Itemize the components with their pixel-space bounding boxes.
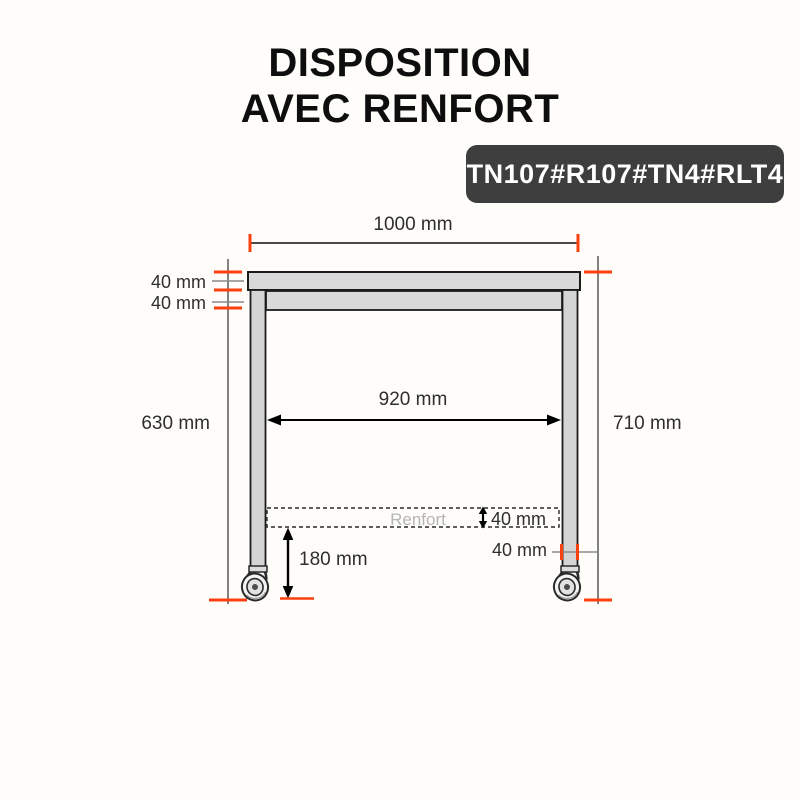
page-title-line2: AVEC RENFORT [240, 87, 560, 131]
dim-label-leg-width: 40 mm [491, 540, 547, 560]
dim-label-renfort-thickness: 40 mm [491, 509, 547, 529]
dim-arrow-920 [267, 415, 561, 426]
dim-arrow-renfort-40 [479, 507, 487, 529]
dim-label-total-height: 710 mm [613, 413, 682, 434]
table-apron [266, 291, 562, 310]
page-title-line1: DISPOSITION [268, 41, 532, 85]
dim-label-apron-height: 40 mm [150, 293, 206, 313]
caster-wheel-right-icon [550, 566, 583, 604]
table-leg-right [563, 290, 578, 568]
product-code-text: TN107#R107#TN4#RLT4 [466, 158, 784, 189]
dim-label-renfort-clearance: 180 mm [299, 549, 368, 570]
dim-label-left-height: 630 mm [141, 413, 210, 434]
table-top [248, 272, 580, 290]
caster-wheel-left-icon [238, 566, 271, 604]
dim-arrow-180 [283, 528, 294, 599]
table-leg-left [251, 290, 266, 568]
dim-label-top-thickness: 40 mm [150, 272, 206, 292]
renfort-part-label: Renfort [390, 510, 446, 529]
dim-label-inner-width: 920 mm [378, 389, 448, 410]
dim-label-top-width: 1000 mm [373, 214, 453, 235]
